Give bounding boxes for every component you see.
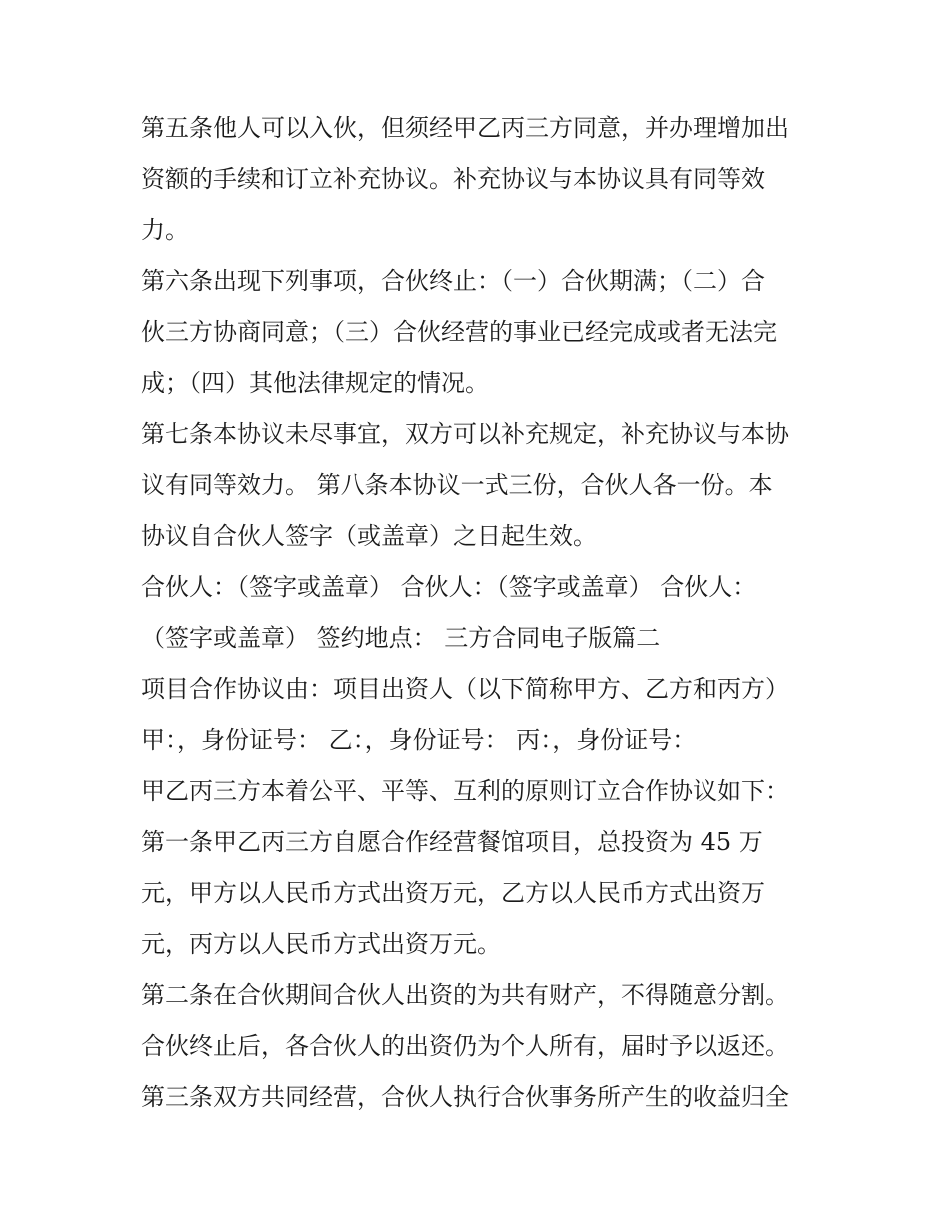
text-line: 资额的手续和订立补充协议。补充协议与本协议具有同等效	[141, 165, 765, 193]
document-body	[141, 103, 816, 1123]
text-line: 伙三方协商同意；（三）合伙经营的事业已经完成或者无法完	[141, 318, 777, 346]
text-line: 元，丙方以人民币方式出资万元。	[141, 930, 501, 958]
text-line: 第二条在合伙期间合伙人出资的为共有财产，不得随意分割。	[141, 981, 789, 1009]
text-line: 甲：，身份证号： 乙：，身份证号： 丙：，身份证号：	[141, 726, 697, 754]
text-line: 第一条甲乙丙三方自愿合作经营餐馆项目，总投资为 45 万	[141, 828, 763, 856]
text-line: （签字或盖章） 签约地点： 三方合同电子版篇二	[141, 624, 661, 652]
text-line: 第六条出现下列事项，合伙终止：（一）合伙期满；（二）合	[141, 267, 765, 295]
text-line: 项目合作协议由：项目出资人（以下简称甲方、乙方和丙方）	[141, 675, 789, 703]
text-line: 成；（四）其他法律规定的情况。	[141, 369, 489, 397]
text-line: 力。	[141, 216, 189, 244]
text-line: 甲乙丙三方本着公平、平等、互利的原则订立合作协议如下：	[141, 777, 789, 805]
text-line: 第三条双方共同经营，合伙人执行合伙事务所产生的收益归全	[141, 1083, 789, 1111]
text-line: 第五条他人可以入伙，但须经甲乙丙三方同意，并办理增加出	[141, 114, 789, 142]
text-line: 合伙人：（签字或盖章） 合伙人：（签字或盖章） 合伙人：	[141, 573, 757, 601]
text-line: 第七条本协议未尽事宜，双方可以补充规定，补充协议与本协	[141, 420, 789, 448]
text-line: 合伙终止后，各合伙人的出资仍为个人所有，届时予以返还。	[141, 1032, 789, 1060]
text-line: 协议自合伙人签字（或盖章）之日起生效。	[141, 522, 597, 550]
text-line: 议有同等效力。 第八条本协议一式三份，合伙人各一份。本	[141, 471, 773, 499]
text-line: 元，甲方以人民币方式出资万元，乙方以人民币方式出资万	[141, 879, 765, 907]
